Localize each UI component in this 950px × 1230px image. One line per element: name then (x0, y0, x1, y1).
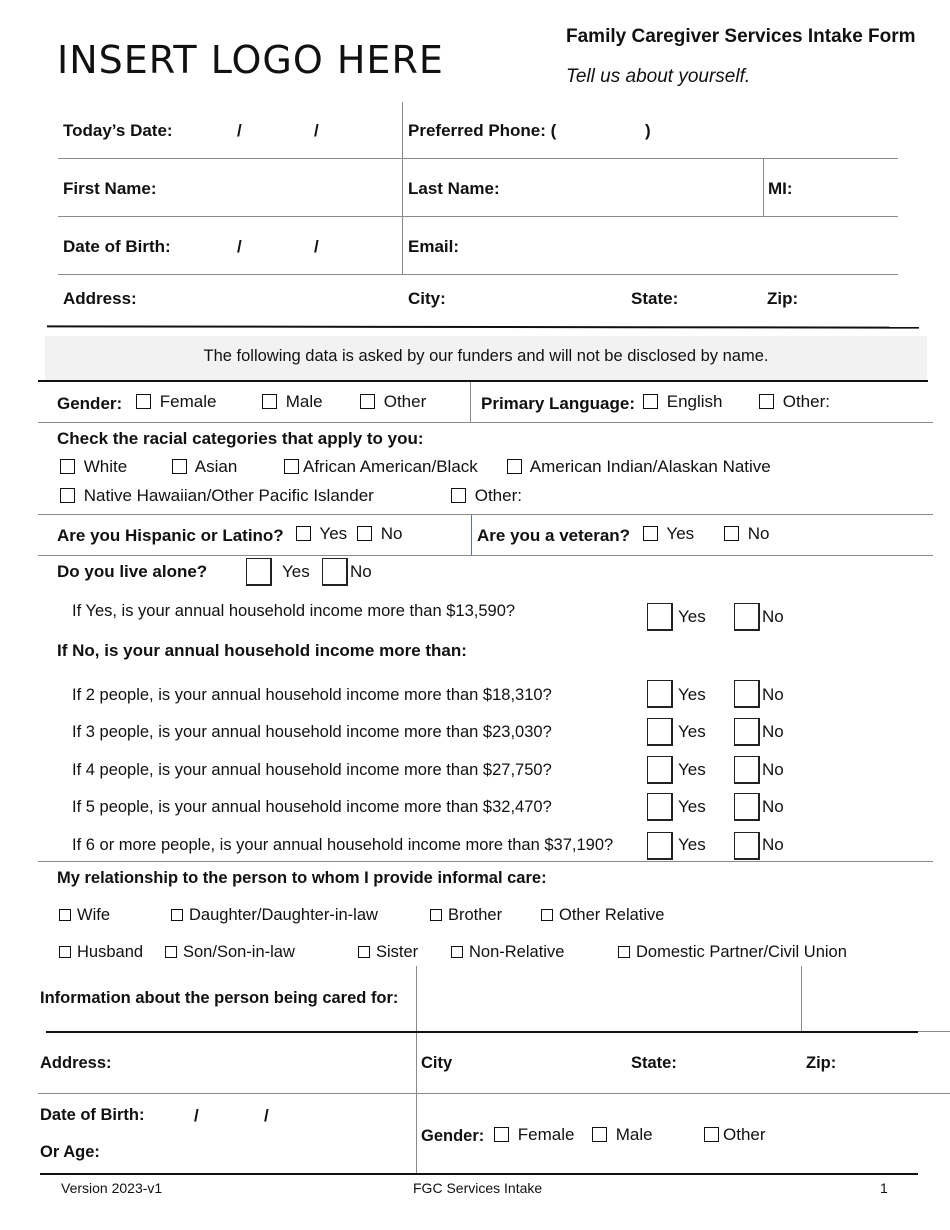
checkbox-icon (643, 394, 658, 409)
veteran-no-option[interactable]: No (724, 524, 769, 544)
relationship-daughter-option[interactable]: Daughter/Daughter-in-law (171, 906, 378, 925)
relationship-son-option[interactable]: Son/Son-in-law (165, 943, 295, 962)
gender-male-option[interactable]: Male (262, 392, 323, 412)
care-gender-other-option[interactable]: Other (704, 1125, 766, 1145)
income-question-2: If 2 people, is your annual household income more than $18,310? (72, 686, 552, 704)
preferred-phone-label: Preferred Phone: ( (408, 121, 557, 140)
income-2-no-label: No (762, 685, 784, 704)
relationship-brother-option[interactable]: Brother (430, 906, 502, 925)
live-alone-yes-checkbox[interactable] (246, 558, 272, 586)
todays-date-field[interactable] (180, 112, 395, 148)
checkbox-icon (172, 459, 187, 474)
divider (47, 325, 919, 328)
income-5-yes-label: Yes (678, 797, 706, 816)
email-field[interactable] (465, 228, 895, 264)
income-2-yes-label: Yes (678, 685, 706, 704)
relationship-other-relative-option[interactable]: Other Relative (541, 906, 664, 925)
income-6-yes-label: Yes (678, 835, 706, 854)
checkbox-icon (357, 526, 372, 541)
live-alone-label: Do you live alone? (57, 562, 208, 581)
footer-version: Version 2023-v1 (61, 1180, 163, 1196)
first-name-field[interactable] (165, 170, 395, 206)
checkbox-icon (643, 526, 658, 541)
notice-text: The following data is asked by our funders and will not be disclosed by name. (203, 347, 769, 365)
care-age-label: Or Age: (40, 1143, 100, 1161)
city-label: City: (408, 289, 446, 308)
dob-label: Date of Birth: (63, 237, 171, 256)
race-pacific-islander-option[interactable]: Native Hawaiian/Other Pacific Islander (60, 486, 374, 506)
gender-other-option[interactable]: Other (360, 392, 426, 412)
care-city-field[interactable] (460, 1045, 620, 1081)
income-question-5: If 5 people, is your annual household income more than $32,470? (72, 798, 552, 816)
care-dob-sep-2: / (264, 1106, 269, 1125)
footer-title: FGC Services Intake (413, 1180, 543, 1196)
checkbox-icon (358, 946, 370, 958)
language-other-option[interactable]: Other: (759, 392, 830, 412)
relationship-husband-option[interactable]: Husband (59, 943, 143, 962)
language-english-option[interactable]: English (643, 392, 723, 412)
income-5-no-label: No (762, 797, 784, 816)
race-label: Check the racial categories that apply to you: (57, 429, 424, 448)
income-alone-no-checkbox[interactable] (734, 603, 760, 631)
care-dob-field[interactable] (150, 1100, 405, 1132)
checkbox-icon (451, 946, 463, 958)
checkbox-icon (541, 909, 553, 921)
care-city-label: City (421, 1054, 453, 1072)
checkbox-icon (296, 526, 311, 541)
hispanic-label: Are you Hispanic or Latino? (57, 526, 284, 545)
checkbox-icon (430, 909, 442, 921)
relationship-non-relative-option[interactable]: Non-Relative (451, 943, 564, 962)
checkbox-icon (59, 946, 71, 958)
checkbox-icon (60, 488, 75, 503)
income-alone-yes-checkbox[interactable] (647, 603, 673, 631)
form-subtitle: Tell us about yourself. (566, 66, 751, 87)
phone-close-paren: ) (645, 121, 651, 140)
state-field[interactable] (685, 282, 760, 316)
income-6-no-label: No (762, 835, 784, 854)
income-alone-no-label: No (762, 607, 784, 626)
last-name-field[interactable] (505, 170, 755, 206)
dob-field[interactable] (180, 228, 395, 264)
income-question-6: If 6 or more people, is your annual household income more than $37,190? (72, 836, 614, 854)
todays-date-sep-1: / (237, 121, 242, 140)
address-label: Address: (63, 289, 137, 308)
relationship-sister-option[interactable]: Sister (358, 943, 418, 962)
care-age-field[interactable] (105, 1137, 405, 1169)
relationship-wife-option[interactable]: Wife (59, 906, 110, 925)
care-zip-field[interactable] (845, 1045, 935, 1081)
care-dob-label: Date of Birth: (40, 1106, 145, 1124)
preferred-phone-field[interactable] (565, 112, 895, 148)
dob-sep-1: / (237, 237, 242, 256)
income-question-3: If 3 people, is your annual household income more than $23,030? (72, 723, 552, 741)
care-gender-male-option[interactable]: Male (592, 1125, 653, 1145)
income-5-no-checkbox[interactable] (734, 793, 760, 821)
race-white-option[interactable]: White (60, 457, 127, 477)
checkbox-icon (494, 1127, 509, 1142)
email-label: Email: (408, 237, 460, 256)
income-alone-question: If Yes, is your annual household income more than $13,590? (72, 602, 516, 620)
income-5-yes-checkbox[interactable] (647, 793, 673, 821)
gender-label: Gender: (57, 394, 123, 413)
zip-field[interactable] (805, 282, 895, 316)
todays-date-label: Today’s Date: (63, 121, 173, 140)
checkbox-icon (592, 1127, 607, 1142)
income-3-yes-label: Yes (678, 722, 706, 741)
live-alone-no-checkbox[interactable] (322, 558, 348, 586)
hispanic-yes-option[interactable]: Yes (296, 524, 347, 544)
checkbox-icon (724, 526, 739, 541)
checkbox-icon (60, 459, 75, 474)
checkbox-icon (704, 1127, 719, 1142)
income-3-no-label: No (762, 722, 784, 741)
care-recipient-name-field[interactable] (420, 972, 795, 1027)
care-gender-female-option[interactable]: Female (494, 1125, 574, 1145)
income-question-4: If 4 people, is your annual household income more than $27,750? (72, 761, 552, 779)
care-zip-label: Zip: (806, 1054, 837, 1072)
mi-field[interactable] (800, 170, 895, 206)
care-recipient-label: Information about the person being cared for: (40, 989, 399, 1007)
zip-label: Zip: (767, 289, 799, 308)
care-address-field[interactable] (115, 1045, 410, 1081)
checkbox-icon (451, 488, 466, 503)
first-name-label: First Name: (63, 179, 157, 198)
care-state-label: State: (631, 1054, 677, 1072)
dob-sep-2: / (314, 237, 319, 256)
income-alone-yes-label: Yes (678, 607, 706, 626)
veteran-yes-option[interactable]: Yes (643, 524, 694, 544)
checkbox-icon (165, 946, 177, 958)
care-gender-label: Gender: (421, 1127, 485, 1145)
divider (46, 1031, 918, 1033)
relationship-label: My relationship to the person to whom I provide informal care: (57, 869, 547, 887)
care-address-label: Address: (40, 1054, 112, 1072)
checkbox-icon (262, 394, 277, 409)
divider (40, 1173, 918, 1175)
income-6-yes-checkbox[interactable] (647, 832, 673, 860)
income-4-yes-checkbox[interactable] (647, 756, 673, 784)
city-field[interactable] (450, 282, 620, 316)
income-4-yes-label: Yes (678, 760, 706, 779)
race-asian-option[interactable]: Asian (172, 457, 237, 477)
todays-date-sep-2: / (314, 121, 319, 140)
care-state-field[interactable] (685, 1045, 795, 1081)
income-3-no-checkbox[interactable] (734, 718, 760, 746)
address-field[interactable] (140, 282, 395, 316)
income-no-heading: If No, is your annual household income more than: (57, 641, 467, 660)
form-title: Family Caregiver Services Intake Form (566, 26, 916, 47)
state-label: State: (631, 289, 679, 308)
race-native-american-option[interactable]: American Indian/Alaskan Native (507, 457, 771, 477)
checkbox-icon (759, 394, 774, 409)
live-alone-yes-label: Yes (282, 562, 310, 581)
checkbox-icon (618, 946, 630, 958)
hispanic-no-option[interactable]: No (357, 524, 402, 544)
checkbox-icon (59, 909, 71, 921)
race-black-option[interactable]: African American/Black (284, 457, 478, 477)
language-label: Primary Language: (481, 394, 635, 413)
footer-page-number: 1 (880, 1180, 888, 1196)
relationship-domestic-partner-option[interactable]: Domestic Partner/Civil Union (618, 943, 847, 962)
checkbox-icon (360, 394, 375, 409)
checkbox-icon (171, 909, 183, 921)
income-2-yes-checkbox[interactable] (647, 680, 673, 708)
income-4-no-checkbox[interactable] (734, 756, 760, 784)
gender-female-option[interactable]: Female (136, 392, 216, 412)
income-6-no-checkbox[interactable] (734, 832, 760, 860)
logo-placeholder: INSERT LOGO HERE (57, 38, 444, 82)
mi-label: MI: (768, 179, 793, 198)
income-2-no-checkbox[interactable] (734, 680, 760, 708)
divider (38, 380, 928, 382)
last-name-label: Last Name: (408, 179, 500, 198)
veteran-label: Are you a veteran? (477, 526, 631, 545)
income-4-no-label: No (762, 760, 784, 779)
checkbox-icon (507, 459, 522, 474)
care-dob-sep-1: / (194, 1106, 199, 1125)
live-alone-no-label: No (350, 562, 372, 581)
checkbox-icon (136, 394, 151, 409)
income-3-yes-checkbox[interactable] (647, 718, 673, 746)
race-other-option[interactable]: Other: (451, 486, 522, 506)
checkbox-icon (284, 459, 299, 474)
